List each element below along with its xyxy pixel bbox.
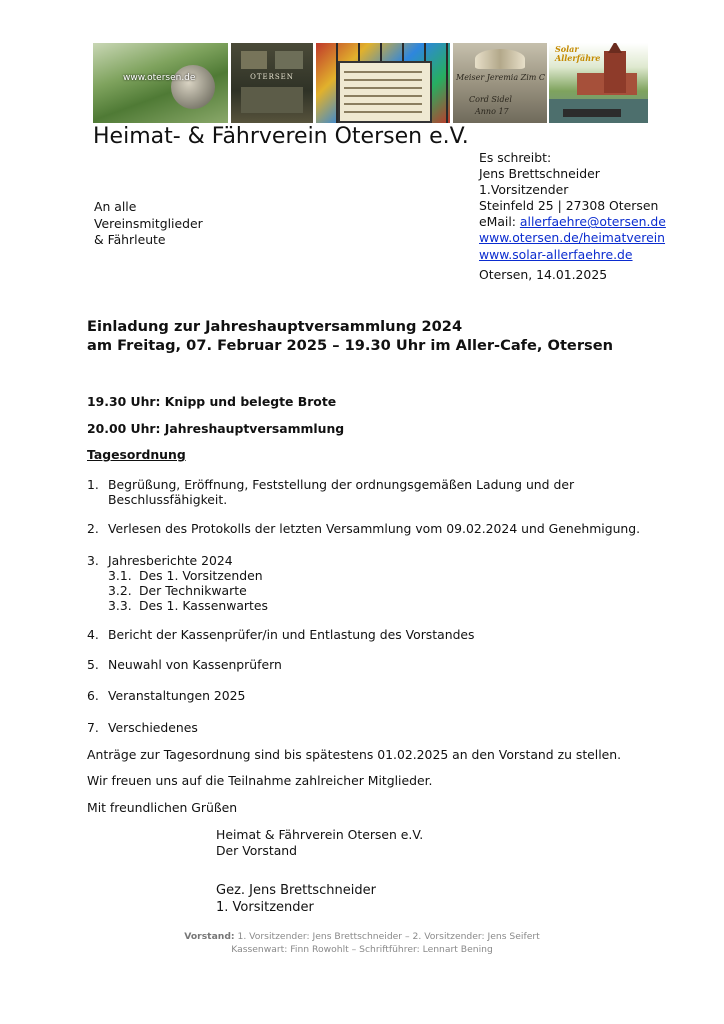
sender-address: Steinfeld 25 | 27308 Otersen bbox=[479, 198, 659, 214]
email-link[interactable]: allerfaehre@otersen.de bbox=[519, 214, 666, 230]
schedule-snack: 19.30 Uhr: Knipp und belegte Brote bbox=[87, 394, 337, 409]
agenda-item-number: 4. bbox=[87, 627, 99, 642]
agenda-subitem bbox=[108, 568, 263, 583]
agenda-subitem-number: 3.3. bbox=[108, 598, 132, 613]
inscription-line-3: Anno 17 bbox=[475, 107, 509, 116]
agenda-item-text: Verschiedenes bbox=[108, 720, 198, 735]
signature-person-block bbox=[216, 883, 376, 916]
headline-line-1: Einladung zur Jahreshauptversammlung 2024 bbox=[87, 318, 463, 335]
header-photo-stained-glass bbox=[316, 43, 450, 123]
signature-signed: Gez. Jens Brettschneider bbox=[216, 883, 376, 898]
book-title-text: OTERSEN bbox=[250, 73, 294, 81]
recipient-line: & Fährleute bbox=[94, 232, 166, 247]
agenda-heading: Tagesordnung bbox=[87, 447, 186, 462]
date-line: Otersen, 14.01.2025 bbox=[479, 267, 608, 282]
sender-role: 1.Vorsitzender bbox=[479, 182, 569, 198]
agenda-subitem-text: Der Technikwarte bbox=[139, 583, 247, 598]
solar-allerfaehre-link[interactable]: www.solar-allerfaehre.de bbox=[479, 246, 633, 262]
agenda-item-text: Bericht der Kassenprüfer/in und Entlastung des Vorstandes bbox=[108, 627, 475, 642]
photo-url-text: www.otersen.de bbox=[123, 73, 196, 83]
inscription-line-2: Cord Sidel bbox=[469, 95, 512, 104]
signature-org-block bbox=[216, 827, 423, 858]
agenda-item-text-cont: Beschlussfähigkeit. bbox=[108, 492, 228, 507]
agenda-item-text: Veranstaltungen 2025 bbox=[108, 688, 246, 703]
agenda-subitem bbox=[108, 598, 268, 613]
header-photo-aerial bbox=[93, 43, 228, 123]
greeting-line: Mit freundlichen Grüßen bbox=[87, 800, 238, 815]
agenda-item-number: 3. bbox=[87, 553, 99, 568]
coin-emblem bbox=[171, 65, 215, 109]
header-photo-book bbox=[231, 43, 313, 123]
agenda-item-text: Begrüßung, Eröffnung, Feststellung der ordnungsgemäßen Ladung und der bbox=[108, 477, 575, 492]
agenda-subitem-text: Des 1. Vorsitzenden bbox=[139, 568, 263, 583]
sender-block bbox=[479, 150, 666, 263]
freuen-paragraph: Wir freuen uns auf die Teilnahme zahlreicher Mitglieder. bbox=[87, 773, 433, 788]
footer-line-1: 1. Vorsitzender: Jens Brettschneider – 2. Vorsitzender: Jens Seifert bbox=[234, 931, 540, 942]
sender-name: Jens Brettschneider bbox=[479, 166, 600, 182]
email-label: eMail: bbox=[479, 214, 520, 230]
solar-allerfaehre-logo: Solar Allerfähre bbox=[555, 44, 601, 63]
footer-board-info bbox=[0, 931, 724, 956]
agenda-subitem-number: 3.2. bbox=[108, 583, 132, 598]
agenda-subitem-number: 3.1. bbox=[108, 568, 132, 583]
inscription-line-1: Meiser Jeremia Zim C bbox=[456, 73, 546, 82]
agenda-item-number: 2. bbox=[87, 521, 99, 536]
invitation-headline bbox=[87, 317, 613, 355]
agenda-item-text: Jahresberichte 2024 bbox=[108, 553, 233, 568]
org-title: Heimat- & Fährverein Otersen e.V. bbox=[93, 124, 469, 149]
agenda-subitem-text: Des 1. Kassenwartes bbox=[139, 598, 268, 613]
heimatverein-link[interactable]: www.otersen.de/heimatverein bbox=[479, 230, 666, 246]
schedule-meeting: 20.00 Uhr: Jahreshauptversammlung bbox=[87, 421, 345, 436]
footer-label: Vorstand: bbox=[184, 931, 235, 942]
agenda-item-text: Verlesen des Protokolls der letzten Versammlung vom 09.02.2024 und Genehmigung. bbox=[108, 521, 641, 536]
recipient-block bbox=[94, 199, 203, 249]
antraege-paragraph: Anträge zur Tagesordnung sind bis spätestens 01.02.2025 an den Vorstand zu stellen. bbox=[87, 747, 622, 762]
headline-line-2: am Freitag, 07. Februar 2025 – 19.30 Uhr im Aller-Cafe, Otersen bbox=[87, 337, 613, 354]
header-photo-inscription bbox=[453, 43, 547, 123]
agenda-item-number: 5. bbox=[87, 657, 99, 672]
agenda-item-text: Neuwahl von Kassenprüfern bbox=[108, 657, 282, 672]
agenda-subitem bbox=[108, 583, 247, 598]
agenda-item-number: 1. bbox=[87, 477, 99, 492]
recipient-line: Vereinsmitglieder bbox=[94, 215, 203, 231]
agenda-item-number: 7. bbox=[87, 720, 99, 735]
signature-board: Der Vorstand bbox=[216, 842, 298, 858]
agenda-item-number: 6. bbox=[87, 688, 99, 703]
signature-org: Heimat & Fährverein Otersen e.V. bbox=[216, 827, 424, 842]
footer-line-2: Kassenwart: Finn Rowohlt – Schriftführer: Lennart Bening bbox=[231, 943, 493, 955]
signature-title: 1. Vorsitzender bbox=[216, 899, 314, 915]
sender-intro: Es schreibt: bbox=[479, 150, 552, 165]
header-photo-ferry bbox=[549, 43, 648, 123]
recipient-line: An alle bbox=[94, 199, 137, 214]
